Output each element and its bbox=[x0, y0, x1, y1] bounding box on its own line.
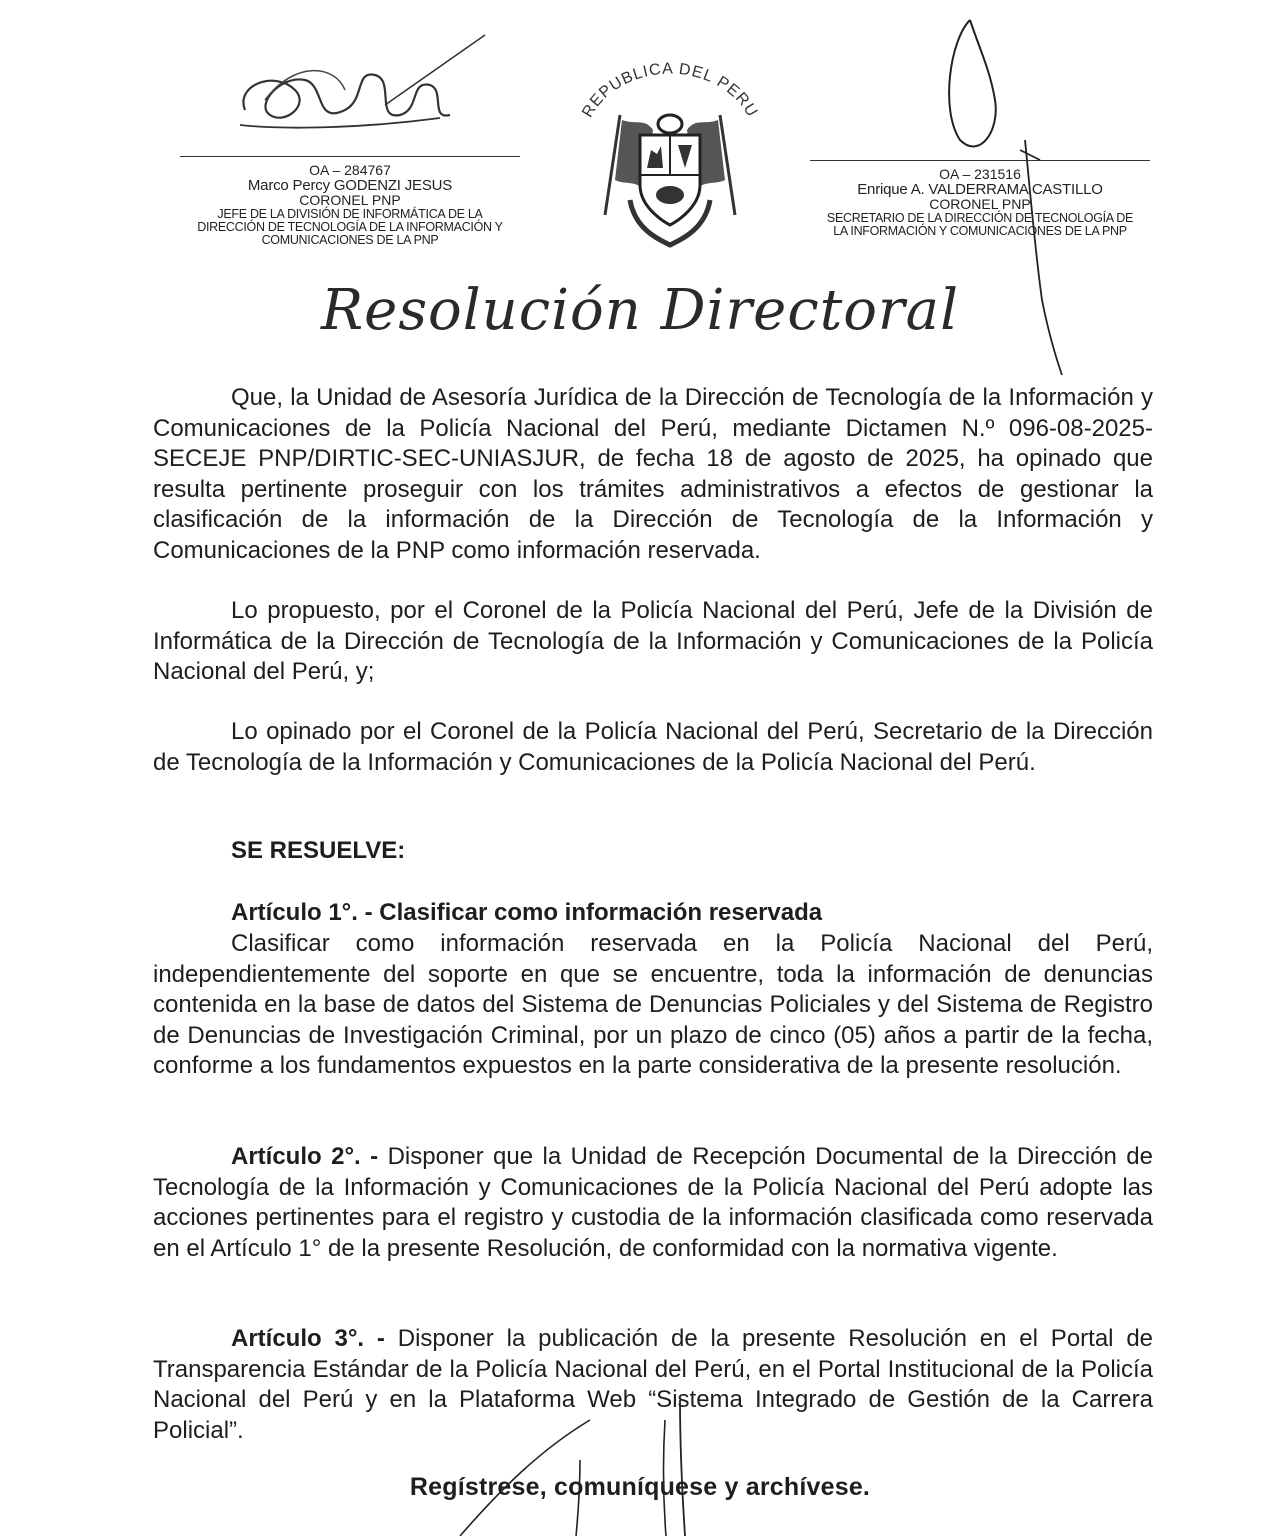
signature-left bbox=[225, 30, 495, 155]
signatory-rank: CORONEL PNP bbox=[929, 196, 1031, 213]
signatory-position: DIRECCIÓN DE TECNOLOGÍA DE LA INFORMACIÓN Y bbox=[197, 220, 503, 235]
article-3-text: Disponer la publicación de la presente Resolución en el Portal de Transparencia Estándar de la Policía Nacional del Perú, en el Portal Institucional de la Policía Nacional del Perú y en la Plataforma Web “Sistema Integrado de Gestión de la Carrera Policial”. bbox=[153, 1325, 1154, 1444]
signature-block-left bbox=[180, 156, 520, 248]
paragraph-propuesto: Lo propuesto, por el Coronel de la Policía Nacional del Perú, Jefe de la División de Informática de la Dirección de Tecnología de la Información y Comunicaciones de la Policía Nacional del Perú, y; bbox=[153, 597, 1153, 685]
svg-text:REPUBLICA DEL PERU: REPUBLICA DEL PERU bbox=[579, 60, 761, 121]
signatory-position: COMUNICACIONES DE LA PNP bbox=[261, 233, 439, 248]
signatory-name: Marco Percy GODENZI JESUS bbox=[247, 176, 453, 194]
resuelve-heading: SE RESUELVE: bbox=[231, 837, 406, 864]
signatory-oa: OA – 284767 bbox=[309, 162, 391, 178]
article-2-text: Disponer que la Unidad de Recepción Documental de la Dirección de Tecnología de la Información y Comunicaciones de la Policía Nacional del Perú adopte las acciones pertinentes para el registro y custodia de la información clasificada como reservada en el Artículo 1° de la presente Resolución, de conformidad con la normativa vigente. bbox=[153, 1143, 1153, 1262]
article-1-heading: Artículo 1°. - Clasificar como información reservada bbox=[231, 899, 823, 926]
signature-line bbox=[810, 160, 1150, 161]
signatory-position: SECRETARIO DE LA DIRECCIÓN DE TECNOLOGÍA DE bbox=[826, 211, 1134, 226]
signatory-rank: CORONEL PNP bbox=[299, 192, 401, 209]
document-title: Resolución Directoral bbox=[321, 278, 959, 343]
article-2-label: Artículo 2°. - bbox=[231, 1143, 379, 1170]
article-1-text: Clasificar como información reservada en la Policía Nacional del Perú, independientemente del soporte en que se encuentre, toda la información de denuncias contenida en la base de datos del Sistema de Denuncias Policiales y del Sistema de Registro de Denuncias de Investigación Criminal, por un plazo de cinco (05) años a partir de la fecha, conforme a los fundamentos expuestos en la parte considerativa de la presente resolución. bbox=[153, 930, 1153, 1079]
signatory-oa: OA – 231516 bbox=[939, 166, 1021, 182]
signatory-position: LA INFORMACIÓN Y COMUNICACIONES DE LA PNP bbox=[833, 224, 1127, 239]
signatory-name: Enrique A. VALDERRAMA CASTILLO bbox=[857, 180, 1103, 198]
paragraph-considerando: Que, la Unidad de Asesoría Jurídica de la Dirección de Tecnología de la Información y Comunicaciones de la Policía Nacional del Perú, mediante Dictamen N.º 096-08-2025-SECEJE PNP/DIRTIC-SEC-UNIASJUR, de fecha 18 de agosto de 2025, ha opinado que resulta pertinente proseguir con los trámites administrativos a efectos de gestionar la clasificación de la información de la Dirección de Tecnología de la Información y Comunicaciones de la PNP como información reservada. bbox=[153, 384, 1153, 564]
signature-line bbox=[180, 156, 520, 157]
article-3-label: Artículo 3°. - bbox=[231, 1325, 385, 1352]
signatory-position: JEFE DE LA DIVISIÓN DE INFORMÁTICA DE LA bbox=[217, 207, 483, 222]
article-2 bbox=[153, 1142, 1153, 1264]
coat-of-arms-icon bbox=[575, 50, 765, 250]
closing-formula: Regístrese, comuníquese y archívese. bbox=[409, 1473, 871, 1501]
article-3 bbox=[153, 1324, 1153, 1446]
signature-block-right bbox=[810, 160, 1150, 238]
paragraph-opinado: Lo opinado por el Coronel de la Policía Nacional del Perú, Secretario de la Dirección de Tecnología de la Información y Comunicaciones de la Policía Nacional del Perú. bbox=[153, 718, 1153, 776]
